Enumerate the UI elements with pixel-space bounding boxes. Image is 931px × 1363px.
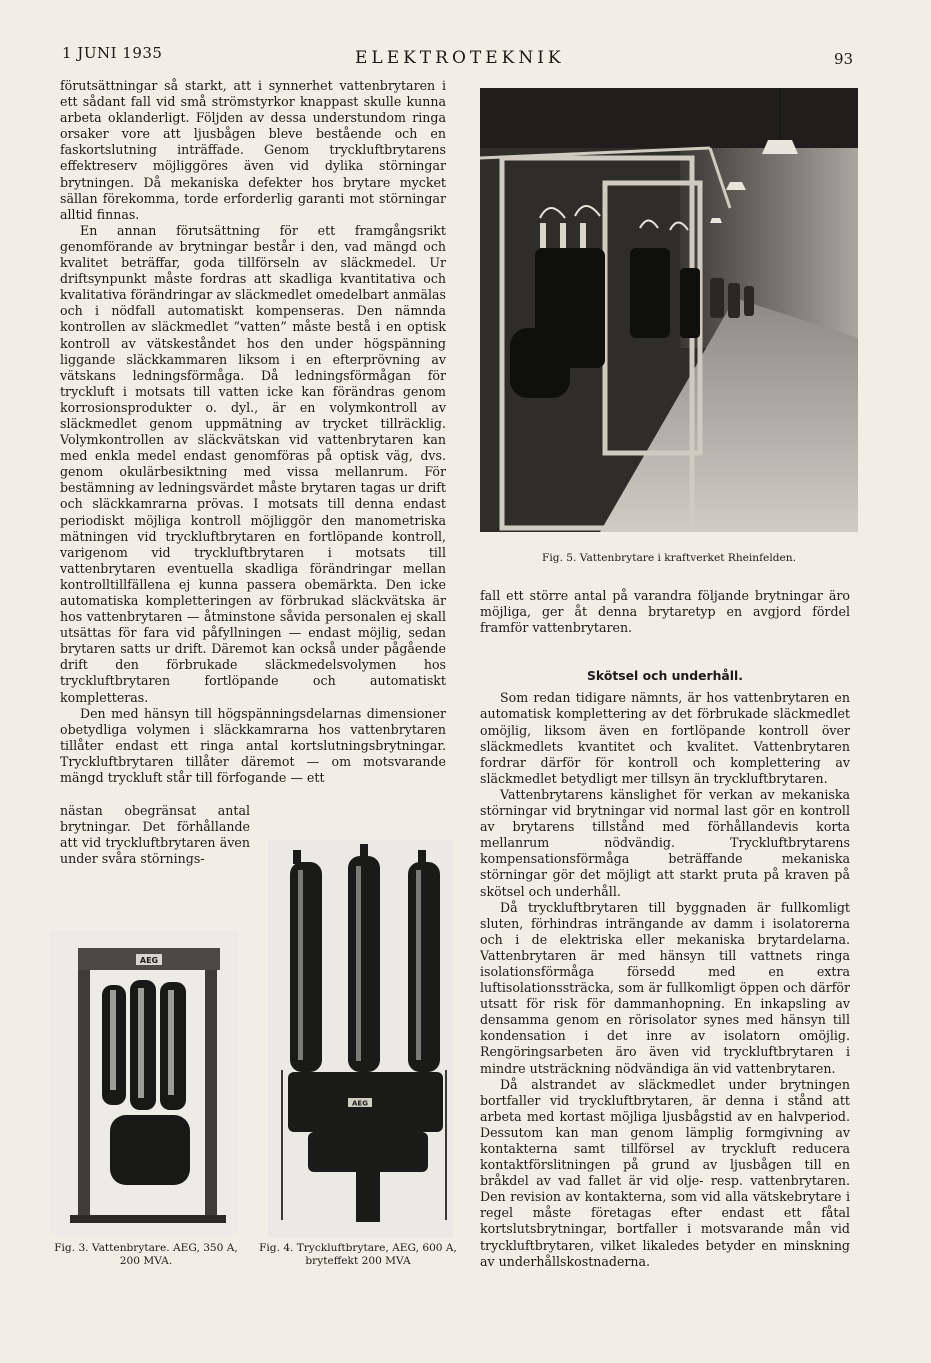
paragraph: Som redan tidigare nämnts, är hos vattenbrytaren en automatisk komplettering av det förbrukade släckmedlet omöjlig, liksom även en fortlöpande kontroll över släckmedlets kvantitet och kvalitet. Vattenbrytaren fordrar därför för kontroll och komplettering av släckmedlet betydligt mer tillsyn än tryckluftbrytaren. <box>480 690 850 786</box>
figure-4-photo <box>268 840 453 1238</box>
switchgear-hall-illustration <box>480 88 858 532</box>
paragraph: fall ett större antal på varandra följande brytningar äro möjliga, ger åt denna brytaretyp en avgjord fördel framför vattenbrytaren. <box>480 588 850 636</box>
section-heading: Skötsel och underhåll. <box>586 668 743 684</box>
air-breaker-illustration <box>268 840 453 1238</box>
figure-5-photo <box>480 88 858 532</box>
figure-3-photo <box>50 930 238 1236</box>
left-column-continuation <box>60 803 250 867</box>
paragraph: nästan obegränsat antal brytningar. Det förhållande att vid tryckluftbrytaren även under svåra störnings- <box>60 803 250 867</box>
header-page-number: 93 <box>834 50 854 68</box>
figure-3-caption: Fig. 3. Vattenbrytare. AEG, 350 A, 200 MVA. <box>54 1242 238 1267</box>
figure-5-caption: Fig. 5. Vattenbrytare i kraftverket Rheinfelden. <box>542 552 796 564</box>
paragraph: En annan förutsättning för ett framgångsrikt genomförande av brytningar består i den, vad mängd och kvalitet beträffar, goda tillförseln av släckmedel. Ur driftsynpunkt måste fordras att skadliga kvantitativa och kvalitativa förändringar av släckmedlet omedelbart anmälas och i nödfall automatiskt kompenseras. Den nämnda kontrollen av släckmedlet ”vatten” måste bestå i en optisk kontroll av vätskeståndet hos den under högspänning liggande släckkammaren liksom i en efterprövning av vätskans ledningsförmåga. Då ledningsförmågan för tryckluft i motsats till vatten icke kan förändras genom korrosionsprodukter o. dyl., är en volymkontroll av släckmedlet genom uppmätning av trycket tillräcklig. Volymkontrollen av släckvätskan vid vattenbrytaren kan med enkla medel endast genomföras på optisk väg, dvs. genom okulärbesiktning med vissa mellanrum. För bestämning av ledningsvärdet måste brytaren tagas ur drift och släckkamrarna prövas. I motsats till denna endast periodiskt möjliga kontroll möjliggör den manometriska mätningen vid tryckluftbrytaren en fortlöpande kontroll, varigenom vid tryckluftbrytaren i motsats till vattenbrytaren eventuella skadliga förändringar mellan kontrolltillfällena ej kunna passera obemärkta. Den icke automatiska kompletteringen av förbrukad släckvätska är hos vattenbrytaren — åtminstone såvida personalen ej skall utsättas för fara vid påfyllningen — endast möjlig, sedan brytaren satts ur drift. Däremot kan också under pågående drift den förbrukade släckmedelsvolymen hos tryckluftbrytaren fortlöpande och automatiskt kompletteras. <box>60 222 446 705</box>
left-column-text <box>60 78 446 786</box>
paragraph: Den med hänsyn till högspänningsdelarnas dimensioner obetydliga volymen i släckkamrarna hos vattenbrytaren tillåter endast ett ringa antal kortslutningsbrytningar. Tryckluftbrytaren tillåter däremot — om motsvarande mängd tryckluft står till förfogande — ett <box>60 705 446 786</box>
header-journal-title: ELEKTROTEKNIK <box>355 48 565 68</box>
paragraph: Vattenbrytarens känslighet för verkan av mekaniska störningar vid brytningar vid normal last gör en kontroll av brytarens tillstånd med förhållandevis korta mellanrum nödvändig. Tryckluftbrytarens kompensationsförmåga beträffande mekaniska störningar gör det möjligt att starkt pruta på kraven på skötsel och underhåll. <box>480 786 850 899</box>
aeg-plate-label: AEG <box>352 1099 368 1108</box>
aeg-plate-label: AEG <box>139 956 159 965</box>
figure-4-caption: Fig. 4. Tryckluftbrytare, AEG, 600 A, bryteffekt 200 MVA <box>259 1242 457 1267</box>
header-date: 1 JUNI 1935 <box>62 44 163 62</box>
paragraph: förutsättningar så starkt, att i synnerhet vattenbrytaren i ett sådant fall vid små strömstyrkor knappast skulle kunna arbeta oklanderligt. Följden av dessa understundom ringa orsaker vore att ljusbågen bleve bestående och en faskortslutning inträffade. Genom tryckluftbrytarens effektreserv möjliggöres även vid dylika störningar brytningen. Då mekaniska defekter hos brytare mycket sällan förekomma, torde erforderlig garanti mot störningar alltid finnas. <box>60 78 446 222</box>
water-breaker-illustration <box>50 930 238 1236</box>
paragraph: Då tryckluftbrytaren till byggnaden är fullkomligt sluten, förhindras inträngande av damm i isolatorerna och i de elektriska eller mekaniska brytardelarna. Vattenbrytaren är med hänsyn till vattnets ringa isolationsförmåga försedd med en extra luftisolationssträcka, som är fullkomligt öppen och därför utsatt för risk för dammanhopning. En inkapsling av densamma genom en rörisolator synes med hänsyn till kondensation i det inre av isolatorn omöjlig. Rengöringsarbeten äro även vid tryckluftbrytaren i mindre utsträckning nödvändiga än vid vattenbrytaren. <box>480 899 850 1076</box>
paragraph: Då alstrandet av släckmedlet under brytningen bortfaller vid tryckluftbrytaren, är denna i stånd att arbeta med kortast möjliga ljusbågstid av en halvperiod. Dessutom kan man genom lämplig formgivning av kontakterna samt tillförsel av tryckluft reducera kontaktförslitningen på grund av ljusbågen till en bråkdel av vad fallet är vid olje- resp. vattenbrytaren. Den revision av kontakterna, som vid alla vätskebrytare i regel måste företagas efter endast ett fåtal kortslutsbrytningar, bortfaller i motsvarande mån vid tryckluftbrytaren, vilket likaledes betyder en minskning av underhållskostnaderna. <box>480 1076 850 1269</box>
right-column-text <box>480 588 850 1270</box>
